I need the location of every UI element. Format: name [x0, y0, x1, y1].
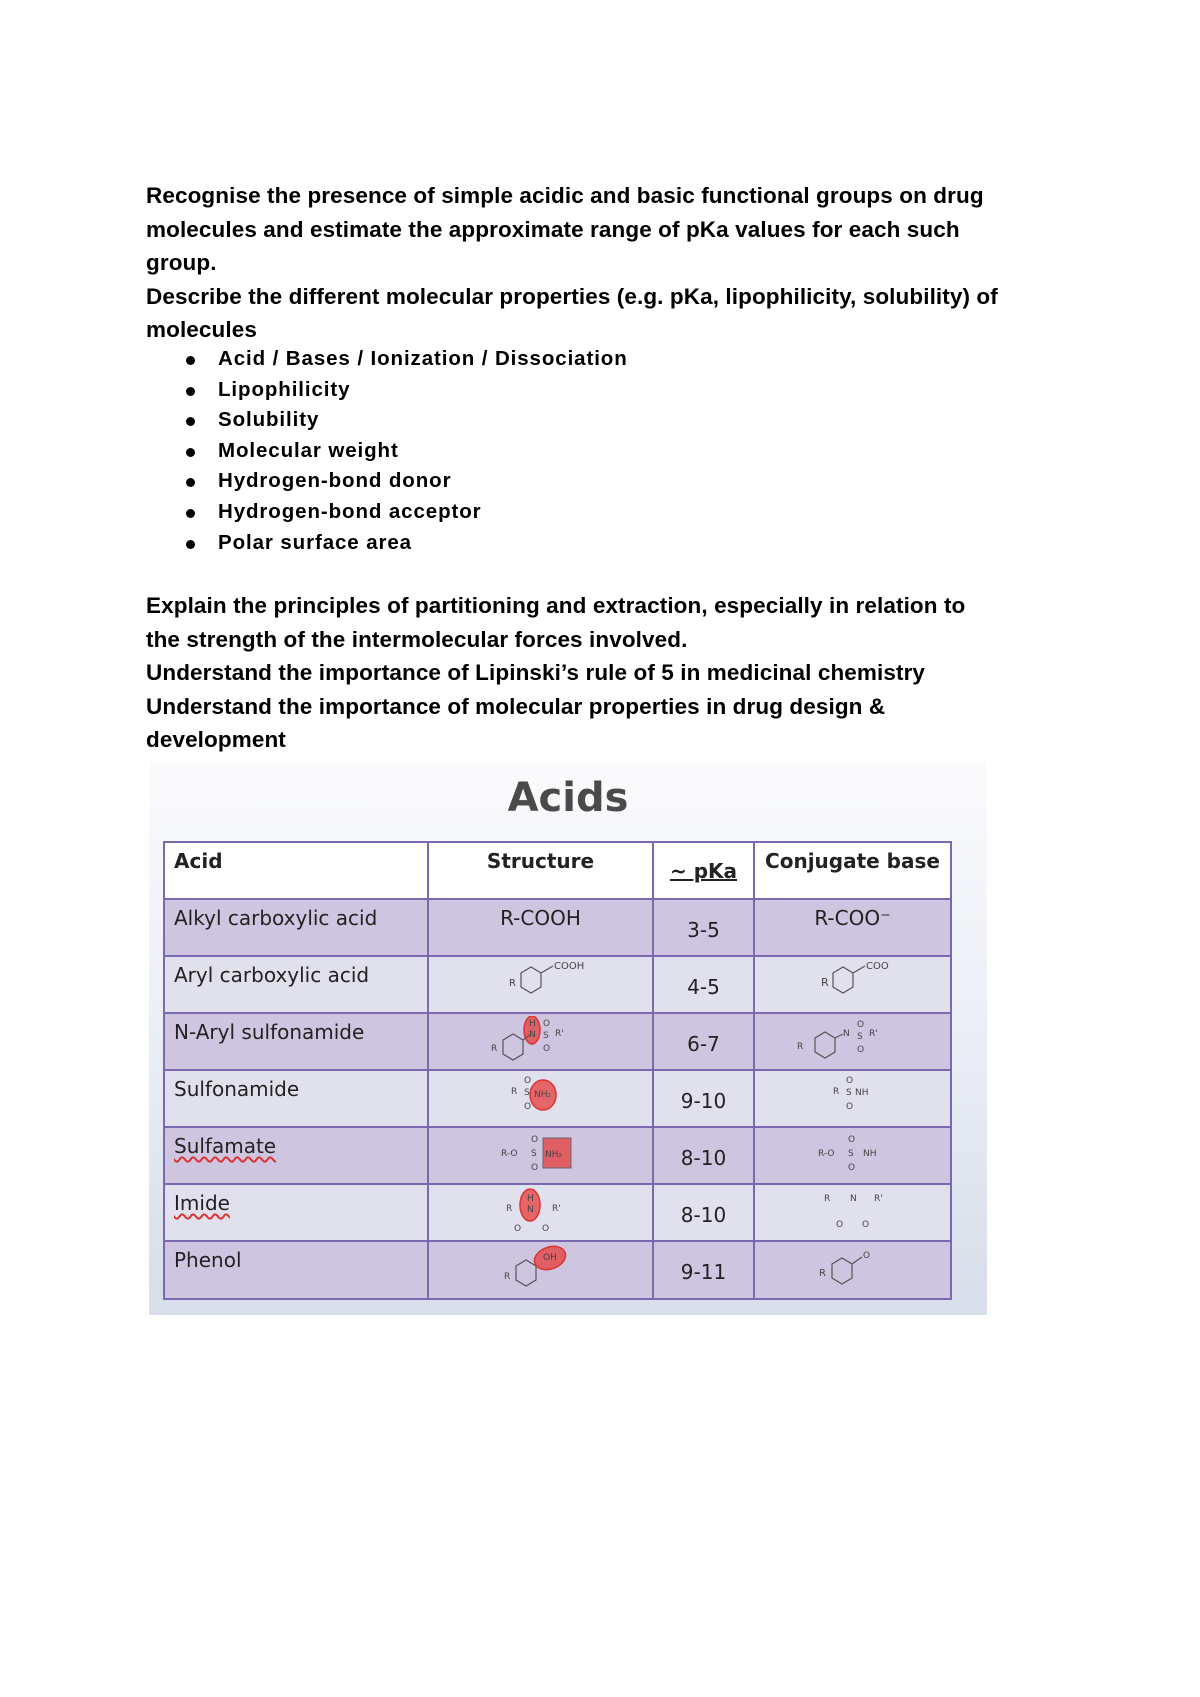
svg-text:S: S: [530, 1149, 537, 1159]
svg-text:O: O: [847, 1163, 855, 1173]
svg-text:R': R': [873, 1194, 883, 1204]
acid-name-cell: Sulfamate: [164, 1127, 428, 1184]
text-line: Understand the importance of Lipinski’s rule of 5 in medicinal chemistry: [146, 660, 926, 685]
pka-cell: 3-5: [653, 899, 754, 956]
table-row: [164, 1241, 951, 1299]
structure-cell: [428, 1013, 653, 1070]
bullet-icon: [186, 509, 195, 518]
svg-text:R: R: [503, 1272, 510, 1282]
conjugate-base-cell: [754, 1127, 951, 1184]
carboxylate-structure: [793, 959, 913, 1009]
svg-text:O: O: [542, 1044, 550, 1054]
table-header-row: [164, 842, 951, 899]
text-line: molecules: [146, 317, 257, 342]
svg-text:O: O: [862, 1251, 870, 1261]
svg-text:N: N: [526, 1205, 534, 1215]
table-row: [164, 1013, 951, 1070]
slide-title: Acids: [507, 775, 629, 821]
svg-text:O: O: [856, 1020, 864, 1030]
bullet-item: Hydrogen-bond donor: [180, 466, 628, 497]
table-row: [164, 1127, 951, 1184]
objectives-paragraph-2: [146, 589, 1086, 757]
structure-cell: [428, 1184, 653, 1241]
header-pka: ~ pKa: [653, 842, 754, 899]
svg-text:O: O: [542, 1019, 550, 1029]
svg-text:O: O: [523, 1076, 531, 1086]
bullet-icon: [186, 387, 195, 396]
bullet-item: Lipophilicity: [180, 375, 628, 406]
conjugate-base-cell: [754, 1241, 951, 1299]
svg-text:N: N: [842, 1029, 850, 1039]
pka-cell: 8-10: [653, 1127, 754, 1184]
svg-text:R: R: [505, 1204, 512, 1214]
svg-text:R: R: [823, 1194, 830, 1204]
acids-table: [163, 841, 952, 1300]
sulfamate-anion-structure: [788, 1130, 918, 1182]
n-aryl-sulfonamide-anion-structure: [783, 1016, 923, 1068]
svg-text:S: S: [845, 1088, 852, 1098]
svg-text:NH: NH: [854, 1088, 868, 1098]
header-acid: Acid: [164, 842, 428, 899]
svg-text:O: O: [513, 1224, 521, 1234]
svg-text:O: O: [847, 1135, 855, 1145]
text-line: molecules and estimate the approximate range of pKa values for each such: [146, 216, 960, 242]
svg-text:R': R': [551, 1204, 561, 1214]
svg-text:S: S: [523, 1088, 530, 1098]
text-line: development: [146, 727, 286, 752]
conjugate-base-cell: [754, 1184, 951, 1241]
pka-cell: 6-7: [653, 1013, 754, 1070]
svg-text:O: O: [845, 1102, 853, 1112]
svg-text:S: S: [847, 1149, 854, 1159]
structure-cell: [428, 1070, 653, 1127]
bullet-icon: [186, 478, 195, 487]
svg-text:R-O: R-O: [817, 1149, 834, 1159]
text-line: Describe the different molecular properties (e.g. pKa, lipophilicity, solubility) of: [146, 283, 998, 309]
svg-text:R: R: [832, 1087, 839, 1097]
objectives-paragraph-1: [146, 179, 1086, 347]
conjugate-base-cell: [754, 956, 951, 1013]
svg-text:R: R: [510, 1087, 517, 1097]
svg-text:O: O: [856, 1045, 864, 1055]
sulfonamide-structure: [481, 1073, 601, 1125]
acids-slide-image: [149, 761, 987, 1315]
svg-text:O: O: [835, 1220, 843, 1230]
text-line: Explain the principles of partitioning and extraction, especially in relation to: [146, 593, 966, 618]
svg-text:OH: OH: [542, 1253, 557, 1263]
svg-text:O: O: [541, 1224, 549, 1234]
imide-anion-structure: [788, 1187, 918, 1239]
conjugate-base-cell: R-COO⁻: [754, 899, 951, 956]
bullet-item: Hydrogen-bond acceptor: [180, 497, 628, 528]
svg-text:R': R': [868, 1029, 878, 1039]
bullet-item: Solubility: [180, 405, 628, 436]
svg-text:COO: COO: [865, 961, 889, 972]
svg-text:O: O: [861, 1220, 869, 1230]
text-line: Recognise the presence of simple acidic and basic functional groups on drug: [146, 183, 984, 208]
svg-text:COOH: COOH: [553, 961, 584, 972]
svg-text:O: O: [530, 1163, 538, 1173]
table-row: [164, 1070, 951, 1127]
bullet-item: Polar surface area: [180, 528, 628, 559]
table-row: [164, 899, 951, 956]
acid-name-cell: Imide: [164, 1184, 428, 1241]
n-aryl-sulfonamide-structure: [471, 1016, 611, 1068]
table-row: [164, 956, 951, 1013]
svg-text:NH: NH: [862, 1149, 876, 1159]
table-row: [164, 1184, 951, 1241]
pka-cell: 9-11: [653, 1241, 754, 1299]
aryl-carboxylic-acid-structure: [481, 959, 601, 1009]
svg-text:R: R: [796, 1042, 803, 1052]
structure-cell: [428, 956, 653, 1013]
svg-text:H: H: [526, 1194, 534, 1204]
svg-text:N: N: [528, 1030, 536, 1040]
svg-text:R': R': [554, 1029, 564, 1039]
acid-name-cell: Sulfonamide: [164, 1070, 428, 1127]
svg-text:O: O: [845, 1076, 853, 1086]
pka-cell: 9-10: [653, 1070, 754, 1127]
svg-text:S: S: [856, 1032, 863, 1042]
svg-text:S: S: [542, 1031, 549, 1041]
bullet-item: Molecular weight: [180, 436, 628, 467]
svg-text:R: R: [820, 976, 829, 989]
svg-text:R: R: [490, 1044, 497, 1054]
bullet-icon: [186, 540, 195, 549]
structure-cell: R-COOH: [428, 899, 653, 956]
header-structure: Structure: [428, 842, 653, 899]
svg-text:H: H: [528, 1019, 536, 1029]
svg-text:NH₂: NH₂: [533, 1090, 551, 1100]
svg-text:R: R: [818, 1268, 826, 1279]
text-line: Understand the importance of molecular properties in drug design &: [146, 693, 886, 719]
bullet-icon: [186, 417, 195, 426]
acid-name-cell: Phenol: [164, 1241, 428, 1299]
imide-structure: [476, 1187, 606, 1239]
acid-name-cell: Aryl carboxylic acid: [164, 956, 428, 1013]
svg-text:N: N: [849, 1194, 857, 1204]
properties-bullet-list: [180, 344, 628, 558]
pka-cell: 4-5: [653, 956, 754, 1013]
conjugate-base-cell: [754, 1013, 951, 1070]
acid-name-cell: N-Aryl sulfonamide: [164, 1013, 428, 1070]
pka-cell: 8-10: [653, 1184, 754, 1241]
header-conjugate-base: Conjugate base: [754, 842, 951, 899]
phenoxide-structure: [788, 1244, 918, 1298]
sulfonamide-anion-structure: [793, 1073, 913, 1125]
svg-text:NH₂: NH₂: [544, 1150, 562, 1160]
svg-text:O: O: [523, 1102, 531, 1112]
conjugate-base-cell: [754, 1070, 951, 1127]
svg-text:O: O: [530, 1135, 538, 1145]
acid-name-cell: Alkyl carboxylic acid: [164, 899, 428, 956]
text-line: group.: [146, 250, 217, 275]
phenol-structure: [476, 1244, 606, 1298]
text-line: the strength of the intermolecular forces involved.: [146, 626, 688, 652]
bullet-icon: [186, 448, 195, 457]
sulfamate-structure: [476, 1130, 606, 1182]
bullet-icon: [186, 356, 195, 365]
structure-cell: [428, 1241, 653, 1299]
svg-text:R-O: R-O: [500, 1149, 517, 1159]
structure-cell: [428, 1127, 653, 1184]
svg-text:R: R: [508, 978, 516, 989]
bullet-item: Acid / Bases / Ionization / Dissociation: [180, 344, 628, 375]
